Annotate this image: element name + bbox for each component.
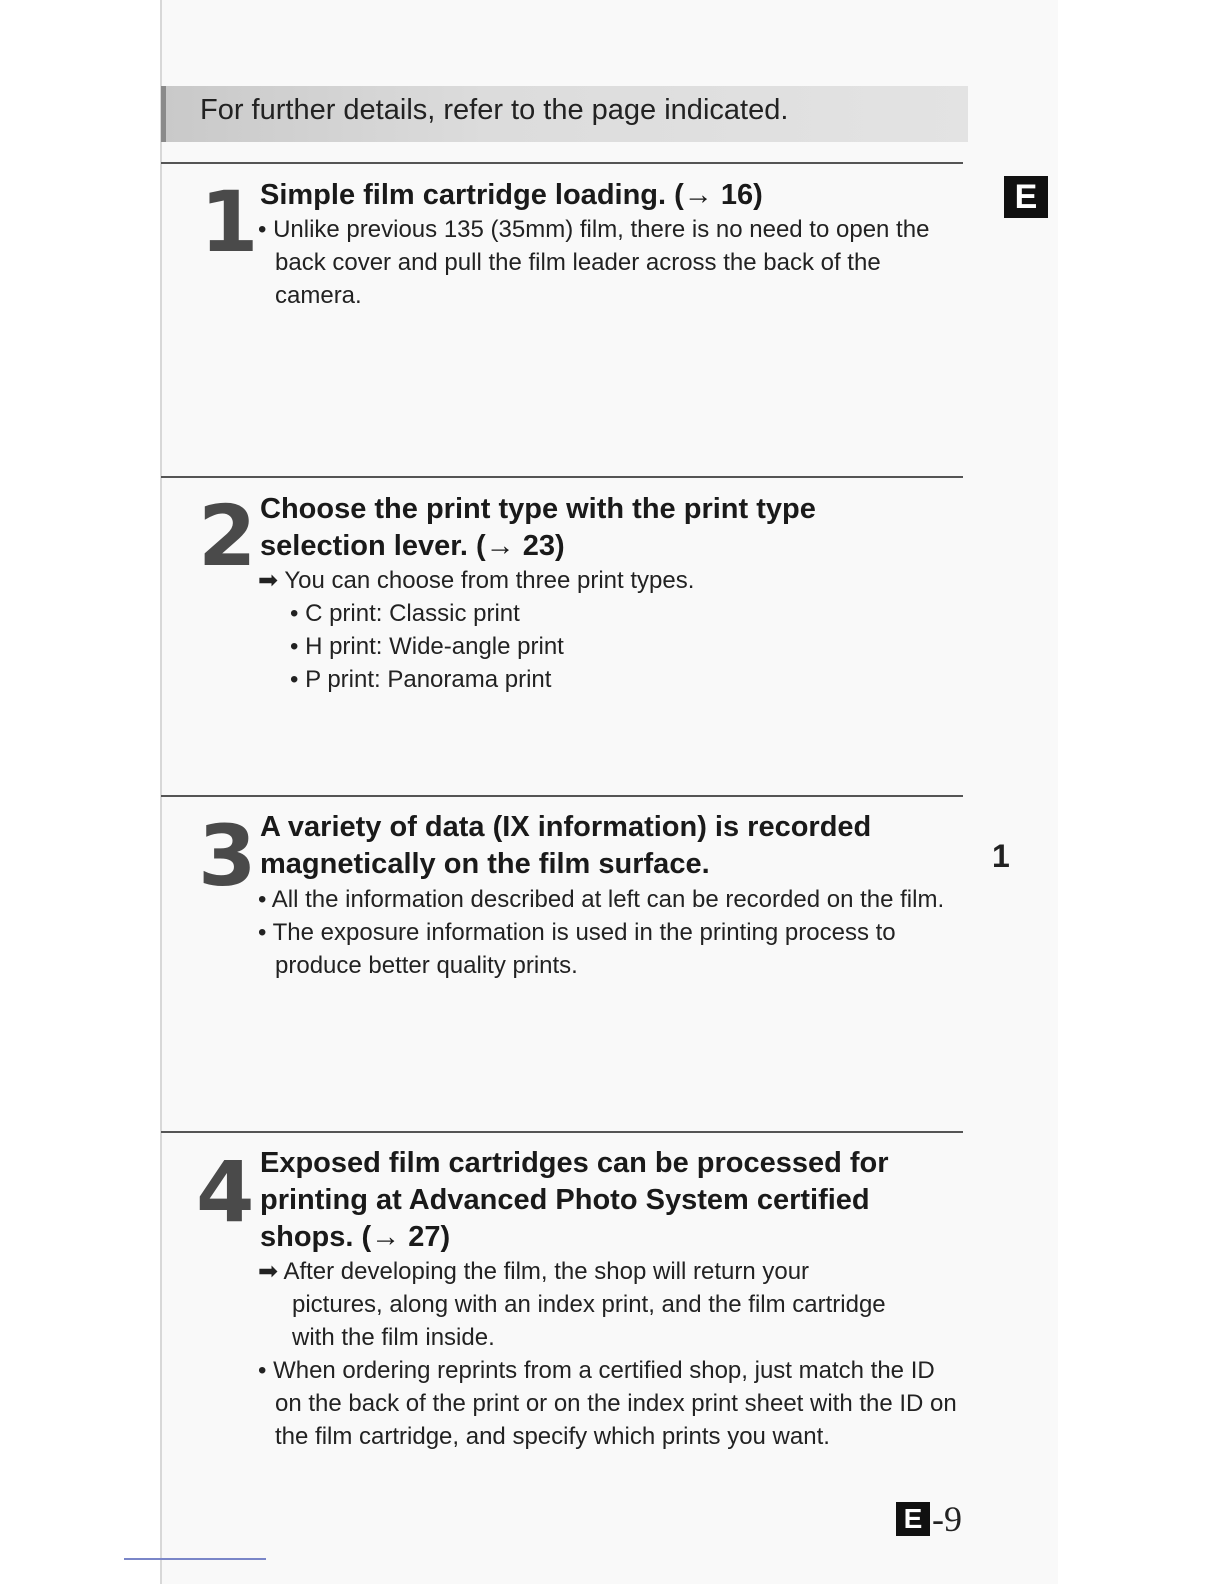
section-divider: [161, 162, 963, 164]
page-number: [896, 1500, 962, 1538]
page-number-badge: E: [896, 1502, 930, 1536]
sub-bullet-item: • P print: Panorama print: [290, 666, 552, 693]
bottom-rule: [124, 1558, 266, 1560]
section-divider: [161, 476, 963, 478]
page-number-text: -9: [932, 1499, 962, 1539]
section-divider: [161, 1131, 963, 1133]
section-number: 1: [200, 173, 259, 271]
sub-bullet-item: • C print: Classic print: [290, 600, 520, 627]
bullet-item: • The exposure information is used in the printing process to produce better quality prints.: [258, 919, 896, 979]
section-body: [258, 883, 958, 982]
arrow-item: ➡ After developing the film, the shop will return your pictures, along with an index print, and the film cartridge with the film inside.: [258, 1258, 886, 1351]
bullet-item: • When ordering reprints from a certified shop, just match the ID on the back of the print or on the index print sheet with the ID on the film cartridge, and specify which prints you want.: [258, 1357, 957, 1450]
bullet-item: • Unlike previous 135 (35mm) film, there is no need to open the back cover and pull the film leader across the back of the camera.: [258, 216, 930, 309]
section-body: [258, 564, 958, 696]
section-divider: [161, 795, 963, 797]
section-body: [258, 1255, 958, 1453]
section-heading: Choose the print type with the print type selection lever. (→ 23): [260, 493, 816, 562]
side-chapter-number: 1: [992, 838, 1010, 874]
bullet-item: • All the information described at left can be recorded on the film.: [258, 886, 945, 913]
sub-bullet-item: • H print: Wide-angle print: [290, 633, 564, 660]
section-number: 4: [196, 1143, 255, 1241]
section-heading: Exposed film cartridges can be processed for printing at Advanced Photo System certified shops. (→ 27): [260, 1147, 889, 1253]
section-number: 2: [198, 487, 257, 585]
section-number: 3: [198, 807, 257, 905]
section-body: [258, 213, 958, 312]
arrow-item: ➡ You can choose from three print types.: [258, 567, 695, 594]
header-text: For further details, refer to the page indicated.: [200, 94, 789, 126]
language-tab-badge: E: [1004, 176, 1048, 218]
section-heading: A variety of data (IX information) is recorded magnetically on the film surface.: [260, 811, 872, 880]
section-heading: Simple film cartridge loading. (→ 16): [260, 179, 763, 211]
